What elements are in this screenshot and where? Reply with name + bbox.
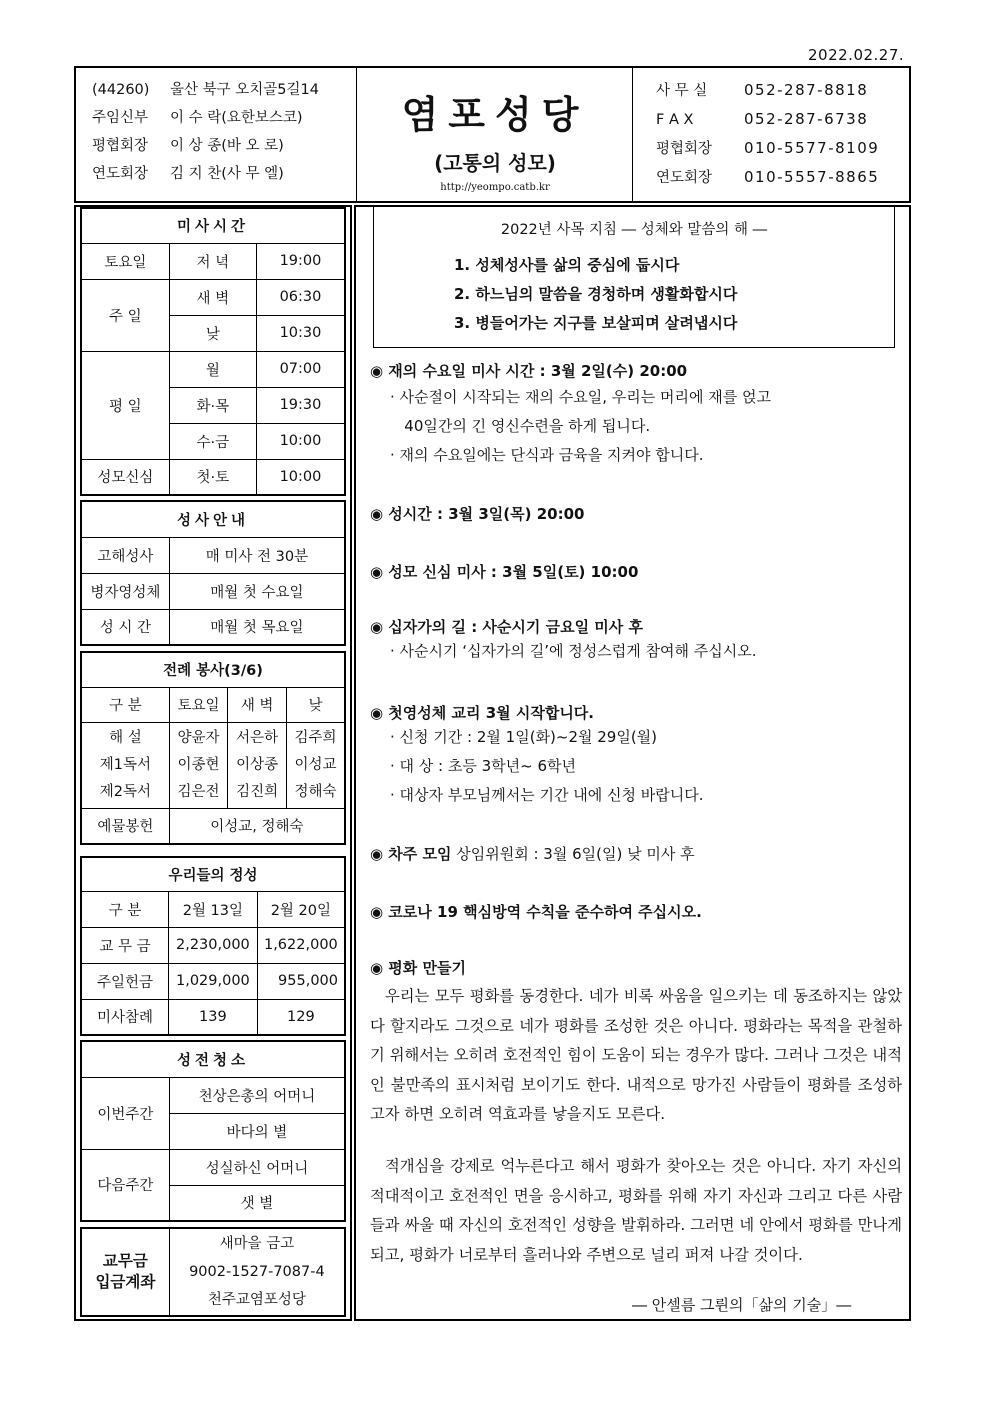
cleaning-group: 성실하신 어머니 <box>169 1149 345 1185</box>
time-label: 수·금 <box>169 423 256 459</box>
notice-line: · 재의 수요일에는 단식과 금육을 지켜야 합니다. <box>390 446 704 464</box>
sacrament-title: 성사안내 <box>81 501 345 537</box>
peace-source: ― 안셀름 그륀의「삶의 기술」― <box>632 1296 852 1314</box>
mass-times-table <box>80 207 346 496</box>
church-url[interactable]: http://yeompo.catb.kr <box>440 182 550 193</box>
notice-heading: ◉ 재의 수요일 미사 시간 : 3월 2일(수) 20:00 <box>370 362 688 380</box>
sacrament-label: 고해성사 <box>81 537 169 573</box>
liturgy-head: 새 벽 <box>228 687 287 722</box>
church-name: 염포성당 <box>401 93 589 137</box>
header-contacts <box>656 76 879 192</box>
header-left-key: 주임신부 <box>92 110 149 126</box>
notice-heading: ◉ 평화 만들기 <box>370 959 466 977</box>
offering-head: 2월 20일 <box>257 891 345 927</box>
time-value: 10:00 <box>256 423 345 459</box>
guideline-item: 2. 하느님의 말씀을 경청하며 생활화합시다 <box>454 285 738 303</box>
cleaning-table <box>80 1040 346 1222</box>
contact-label: 사 무 실 <box>656 83 708 99</box>
cleaning-title: 성전청소 <box>81 1041 345 1077</box>
contact-number: 010-5577-8109 <box>744 139 880 157</box>
guideline-item: 1. 성체성사를 삶의 중심에 둡시다 <box>454 256 680 274</box>
offering-title: 우리들의 정성 <box>81 857 345 891</box>
offering-table <box>80 856 346 1036</box>
header-left-value: 이 상 종(바 오 로) <box>170 138 284 154</box>
peace-paragraph-2: 적개심을 강제로 억누른다고 해서 평화가 찾아오는 것은 아니다. 자기 자신의 적대적이고 호전적인 면을 응시하고, 평화를 위해 자기 자신과 그리고 다른 사람들과 싸울 때 자신의 호전적인 성향을 발휘하라. 그러면 네 안에서 평화를 만나게 되고, 평화가 너로부터 흘러나와 주변으로 널리 퍼져 나갈 것이다. <box>370 1157 902 1264</box>
offering-value: 2,230,000 <box>169 927 258 963</box>
account-holder: 천주교염포성당 <box>207 1292 306 1308</box>
time-label: 첫·토 <box>169 459 256 495</box>
notice-heading: ◉ 성시간 : 3월 3일(목) 20:00 <box>370 505 585 523</box>
offering-value: 1,029,000 <box>169 963 258 999</box>
peace-paragraph-1: 우리는 모두 평화를 동경한다. 네가 비록 싸움을 일으키는 데 동조하지는 않았다 할지라도 그것으로 네가 평화를 조성한 것은 아니다. 평화라는 목적을 관철하기 위해서는 오히려 호전적인 힘이 도움이 되는 경우가 많다. 그러나 그것은 내적인 불만족의 표시처럼 보이기도 한다. 내적으로 망가진 사람들이 평화를 조성하고자 하면 오히려 역효과를 낳을지도 모른다. <box>370 987 902 1123</box>
notice-line: · 대상자 부모님께서는 기간 내에 신청 바랍니다. <box>390 786 704 804</box>
notice-line: · 신청 기간 : 2월 1일(화)~2월 29일(월) <box>390 728 658 746</box>
liturgy-role: 제2독서 <box>99 783 152 800</box>
account-label: 입금계좌 <box>95 1273 156 1291</box>
account-table <box>80 1227 346 1317</box>
issue-date: 2022.02.27. <box>808 46 905 64</box>
notice-first-communion <box>370 702 905 810</box>
contact-number: 052-287-6738 <box>744 110 869 128</box>
offering-value: 955,000 <box>257 963 345 999</box>
time-value: 10:30 <box>256 315 345 351</box>
notice-making-peace <box>370 957 905 978</box>
cleaning-group: 천상은총의 어머니 <box>169 1077 345 1113</box>
offering-head: 2월 13일 <box>169 891 258 927</box>
notice-holy-hour <box>370 503 905 524</box>
cleaning-group: 바다의 별 <box>169 1113 345 1149</box>
account-label: 교무금 <box>102 1252 148 1270</box>
sacrament-table <box>80 500 346 646</box>
notice-covid <box>370 901 905 922</box>
liturgy-name: 이성교 <box>294 756 337 773</box>
time-label: 월 <box>169 351 256 387</box>
notice-heading: ◉ 차주 모임 <box>370 845 452 863</box>
offering-value: 129 <box>257 999 345 1035</box>
liturgy-head: 토요일 <box>169 687 228 722</box>
account-number: 9002-1527-7087-4 <box>189 1264 325 1280</box>
offering-label: 미사참례 <box>81 999 169 1035</box>
cleaning-week-label: 다음주간 <box>81 1149 169 1221</box>
day-label: 토요일 <box>81 243 169 279</box>
time-label: 화·목 <box>169 387 256 423</box>
notice-ash-wednesday <box>370 360 905 470</box>
contact-number: 052-287-8818 <box>744 81 869 99</box>
notice-next-week-meeting <box>370 843 905 864</box>
liturgy-name: 김주희 <box>294 729 337 746</box>
notice-heading-detail: 상임위원회 : 3월 6일(일) 낮 미사 후 <box>451 845 695 863</box>
notice-heading: ◉ 성모 신심 미사 : 3월 5일(토) 10:00 <box>370 563 639 581</box>
notice-line: · 대 상 : 초등 3학년~ 6학년 <box>390 757 577 775</box>
notice-stations-of-cross <box>370 616 905 666</box>
header-left-value: 김 지 찬(사 무 엘) <box>170 166 284 182</box>
liturgy-title: 전례 봉사(3/6) <box>81 652 345 687</box>
liturgy-table <box>80 651 346 845</box>
notice-line: · 사순시기 ‘십자가의 길’에 정성스럽게 참여해 주십시오. <box>390 642 757 660</box>
guideline-item: 3. 병들어가는 지구를 보살피며 살려냅시다 <box>454 314 738 332</box>
notice-marian-mass <box>370 561 905 582</box>
notice-line: 40일간의 긴 영신수련을 하게 됩니다. <box>390 417 651 435</box>
notice-heading: ◉ 십자가의 길 : 사순시기 금요일 미사 후 <box>370 618 643 636</box>
notice-heading: ◉ 코로나 19 핵심방역 수칙을 준수하여 주십시오. <box>370 903 702 921</box>
liturgy-name: 서은하 <box>236 729 279 746</box>
mass-times-title: 미사시간 <box>81 208 345 243</box>
offering-head: 구 분 <box>81 891 169 927</box>
offering-value: 1,622,000 <box>257 927 345 963</box>
liturgy-name: 이상종 <box>236 756 279 773</box>
contact-label: 평협회장 <box>656 141 713 157</box>
guideline-title: 2022년 사목 지침 ― 성체와 말씀의 해 ― <box>500 222 768 238</box>
liturgy-name: 김진희 <box>236 783 279 800</box>
time-value: 07:00 <box>256 351 345 387</box>
header-left-value: 울산 북구 오치골5길14 <box>170 82 319 98</box>
time-value: 10:00 <box>256 459 345 495</box>
day-label: 성모신심 <box>81 459 169 495</box>
pastoral-guideline-box <box>373 206 895 348</box>
time-value: 19:00 <box>256 243 345 279</box>
church-subtitle: (고통의 성모) <box>434 151 556 175</box>
time-label: 낮 <box>169 315 256 351</box>
account-bank: 새마을 금고 <box>219 1236 295 1252</box>
sacrament-value: 매월 첫 목요일 <box>169 609 345 645</box>
liturgy-name: 정해숙 <box>294 783 337 800</box>
time-value: 19:30 <box>256 387 345 423</box>
liturgy-role: 해 설 <box>109 729 142 746</box>
contact-number: 010-5557-8865 <box>744 168 880 186</box>
sacrament-label: 성 시 간 <box>81 609 169 645</box>
sacrament-label: 병자영성체 <box>81 573 169 609</box>
header-left-value: 이 수 락(요한보스코) <box>170 110 303 126</box>
notice-line: · 사순절이 시작되는 재의 수요일, 우리는 머리에 재를 얹고 <box>390 388 771 406</box>
header-left-key: 연도회장 <box>92 166 149 182</box>
header-info-left <box>92 76 319 188</box>
time-label: 새 벽 <box>169 279 256 315</box>
time-label: 저 녁 <box>169 243 256 279</box>
offer-label: 예물봉헌 <box>81 808 169 844</box>
notice-heading: ◉ 첫영성체 교리 3월 시작합니다. <box>370 704 594 722</box>
sacrament-value: 매월 첫 수요일 <box>169 573 345 609</box>
liturgy-role: 제1독서 <box>99 756 152 773</box>
day-label: 평 일 <box>81 351 169 459</box>
liturgy-name: 이종현 <box>177 756 220 773</box>
liturgy-head: 구 분 <box>81 687 169 722</box>
liturgy-name: 김은전 <box>177 783 220 800</box>
offering-label: 교 무 금 <box>81 927 169 963</box>
cleaning-week-label: 이번주간 <box>81 1077 169 1149</box>
cleaning-group: 샛 별 <box>169 1185 345 1221</box>
liturgy-name: 양윤자 <box>177 729 220 746</box>
header-title-block <box>359 68 631 193</box>
header-left-key: (44260) <box>92 82 150 98</box>
liturgy-head: 낮 <box>286 687 345 722</box>
day-label: 주 일 <box>81 279 169 351</box>
offering-value: 139 <box>169 999 258 1035</box>
time-value: 06:30 <box>256 279 345 315</box>
contact-label: F A X <box>656 112 694 128</box>
sacrament-value: 매 미사 전 30분 <box>169 537 345 573</box>
offer-names: 이성교, 정해숙 <box>169 808 345 844</box>
offering-label: 주일헌금 <box>81 963 169 999</box>
contact-label: 연도회장 <box>656 170 713 186</box>
header-left-key: 평협회장 <box>92 138 149 154</box>
header-box <box>74 66 911 203</box>
